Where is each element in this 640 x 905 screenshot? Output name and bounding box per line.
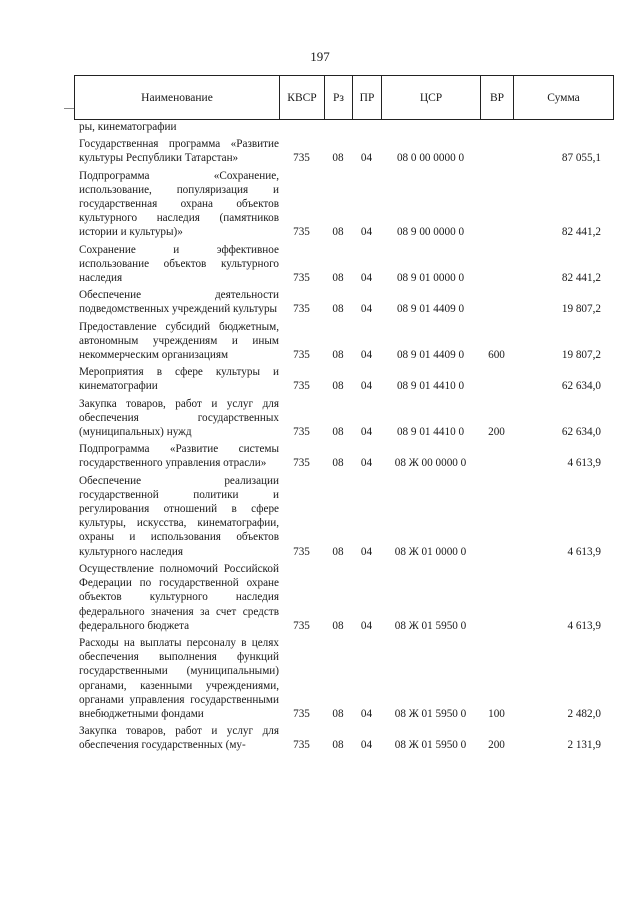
table-header bbox=[74, 75, 614, 120]
row-rz: 08 bbox=[332, 380, 344, 393]
row-name: ры, кинематографии bbox=[79, 121, 177, 133]
row-kvsr: 735 bbox=[293, 707, 310, 720]
row-rz: 08 bbox=[332, 707, 344, 720]
row-sum: 2 131,9 bbox=[567, 739, 601, 752]
row-kvsr: 735 bbox=[293, 426, 310, 439]
row-pr: 04 bbox=[360, 707, 373, 720]
row-sum: 19 807,2 bbox=[561, 303, 601, 316]
header-name: Наименование bbox=[75, 76, 280, 120]
row-kvsr: 735 bbox=[293, 152, 310, 165]
row-kvsr: 735 bbox=[293, 619, 310, 632]
row-sum: 4 613,9 bbox=[567, 545, 601, 558]
row-sum: 82 441,2 bbox=[561, 272, 601, 285]
row-csr: 08 9 01 4409 0 bbox=[396, 303, 465, 316]
row-rz: 08 bbox=[332, 426, 344, 439]
row-csr: 08 9 00 0000 0 bbox=[396, 226, 465, 239]
row-sum: 4 613,9 bbox=[567, 619, 601, 632]
table-row bbox=[74, 722, 613, 753]
row-kvsr: 735 bbox=[293, 272, 310, 285]
row-name: Расходы на выплаты персоналу в целях обеспечения выполнения функций государственными (муниципальными) органами, казенными учреждениями, органами управления государственными внебюджетными фондами bbox=[79, 636, 279, 720]
table-row bbox=[74, 472, 613, 560]
row-vr: 200 bbox=[488, 739, 505, 752]
row-kvsr: 735 bbox=[293, 349, 310, 362]
header-kvsr: КВСР bbox=[280, 76, 325, 120]
row-rz: 08 bbox=[332, 739, 344, 752]
row-kvsr: 735 bbox=[293, 545, 310, 558]
row-csr: 08 Ж 01 5950 0 bbox=[394, 739, 467, 752]
row-name: Закупка товаров, работ и услуг для обеспечения государственных (му- bbox=[79, 725, 279, 752]
row-csr: 08 9 01 4409 0 bbox=[396, 349, 465, 362]
row-kvsr: 735 bbox=[293, 303, 310, 316]
row-pr: 04 bbox=[360, 226, 373, 239]
row-csr: 08 Ж 00 0000 0 bbox=[394, 457, 467, 470]
row-kvsr: 735 bbox=[293, 739, 310, 752]
row-name: Подпрограмма «Развитие системы государственного управления отрасли» bbox=[79, 443, 279, 470]
page-number: 197 bbox=[310, 49, 330, 64]
header-csr: ЦСР bbox=[382, 76, 481, 120]
table-row bbox=[74, 135, 613, 166]
row-pr: 04 bbox=[360, 619, 373, 632]
table-row bbox=[74, 118, 613, 135]
table-row bbox=[74, 318, 613, 364]
row-sum: 87 055,1 bbox=[561, 152, 601, 165]
row-name: Мероприятия в сфере культуры и кинематографии bbox=[79, 366, 279, 393]
row-name: Сохранение и эффективное использование объектов культурного наследия bbox=[79, 243, 279, 285]
row-rz: 08 bbox=[332, 226, 344, 239]
table-row bbox=[74, 440, 613, 471]
row-csr: 08 9 01 4410 0 bbox=[396, 380, 465, 393]
table-row bbox=[74, 395, 613, 441]
row-pr: 04 bbox=[360, 349, 373, 362]
row-sum: 2 482,0 bbox=[567, 707, 601, 720]
row-rz: 08 bbox=[332, 272, 344, 285]
row-name: Закупка товаров, работ и услуг для обеспечения государственных (муниципальных) нужд bbox=[79, 397, 279, 439]
row-kvsr: 735 bbox=[293, 226, 310, 239]
row-name: Предоставление субсидий бюджетным, автономным учреждениям и иным некоммерческим организациям bbox=[79, 320, 279, 362]
row-rz: 08 bbox=[332, 545, 344, 558]
row-sum: 19 807,2 bbox=[561, 349, 601, 362]
table-row bbox=[74, 634, 613, 722]
row-sum: 82 441,2 bbox=[561, 226, 601, 239]
margin-tick bbox=[64, 108, 74, 109]
row-csr: 08 Ж 01 5950 0 bbox=[394, 707, 467, 720]
row-pr: 04 bbox=[360, 152, 373, 165]
row-vr: 600 bbox=[488, 349, 505, 362]
row-rz: 08 bbox=[332, 619, 344, 632]
row-csr: 08 0 00 0000 0 bbox=[396, 152, 465, 165]
row-sum: 4 613,9 bbox=[567, 457, 601, 470]
row-csr: 08 Ж 01 0000 0 bbox=[394, 545, 467, 558]
row-pr: 04 bbox=[360, 303, 373, 316]
header-sum: Сумма bbox=[514, 76, 614, 120]
row-pr: 04 bbox=[360, 457, 373, 470]
header-rz: Рз bbox=[325, 76, 353, 120]
row-sum: 62 634,0 bbox=[561, 380, 601, 393]
row-name: Обеспечение реализации государственной политики и регулирования отношений в сфере культуры, искусства, кинематографии, охраны и использования объектов культурного наследия bbox=[79, 474, 279, 558]
row-pr: 04 bbox=[360, 739, 373, 752]
row-name: Обеспечение деятельности подведомственных учреждений культуры bbox=[79, 289, 279, 316]
table-row bbox=[74, 363, 613, 394]
row-pr: 04 bbox=[360, 545, 373, 558]
row-vr: 100 bbox=[488, 707, 505, 720]
row-pr: 04 bbox=[360, 380, 373, 393]
row-rz: 08 bbox=[332, 303, 344, 316]
row-kvsr: 735 bbox=[293, 457, 310, 470]
table-body bbox=[74, 118, 613, 754]
table-row bbox=[74, 241, 613, 287]
row-sum: 62 634,0 bbox=[561, 426, 601, 439]
table-row bbox=[74, 286, 613, 317]
header-pr: ПР bbox=[353, 76, 382, 120]
row-name: Подпрограмма «Сохранение, использование, популяризация и государственная охрана объектов культурного наследия (памятников истории и культуры)» bbox=[79, 169, 279, 239]
row-pr: 04 bbox=[360, 272, 373, 285]
row-pr: 04 bbox=[360, 426, 373, 439]
table-row bbox=[74, 560, 613, 634]
row-csr: 08 Ж 01 5950 0 bbox=[394, 619, 467, 632]
row-rz: 08 bbox=[332, 349, 344, 362]
row-name: Осуществление полномочий Российской Федерации по государственной охране объектов культурного наследия федерального значения за счет средств федерального бюджета bbox=[79, 562, 279, 632]
row-rz: 08 bbox=[332, 152, 344, 165]
row-rz: 08 bbox=[332, 457, 344, 470]
row-vr: 200 bbox=[488, 426, 505, 439]
header-vr: ВР bbox=[481, 76, 514, 120]
row-csr: 08 9 01 0000 0 bbox=[396, 272, 465, 285]
row-csr: 08 9 01 4410 0 bbox=[396, 426, 465, 439]
table-row bbox=[74, 167, 613, 241]
row-kvsr: 735 bbox=[293, 380, 310, 393]
row-name: Государственная программа «Развитие культуры Республики Татарстан» bbox=[79, 138, 279, 165]
